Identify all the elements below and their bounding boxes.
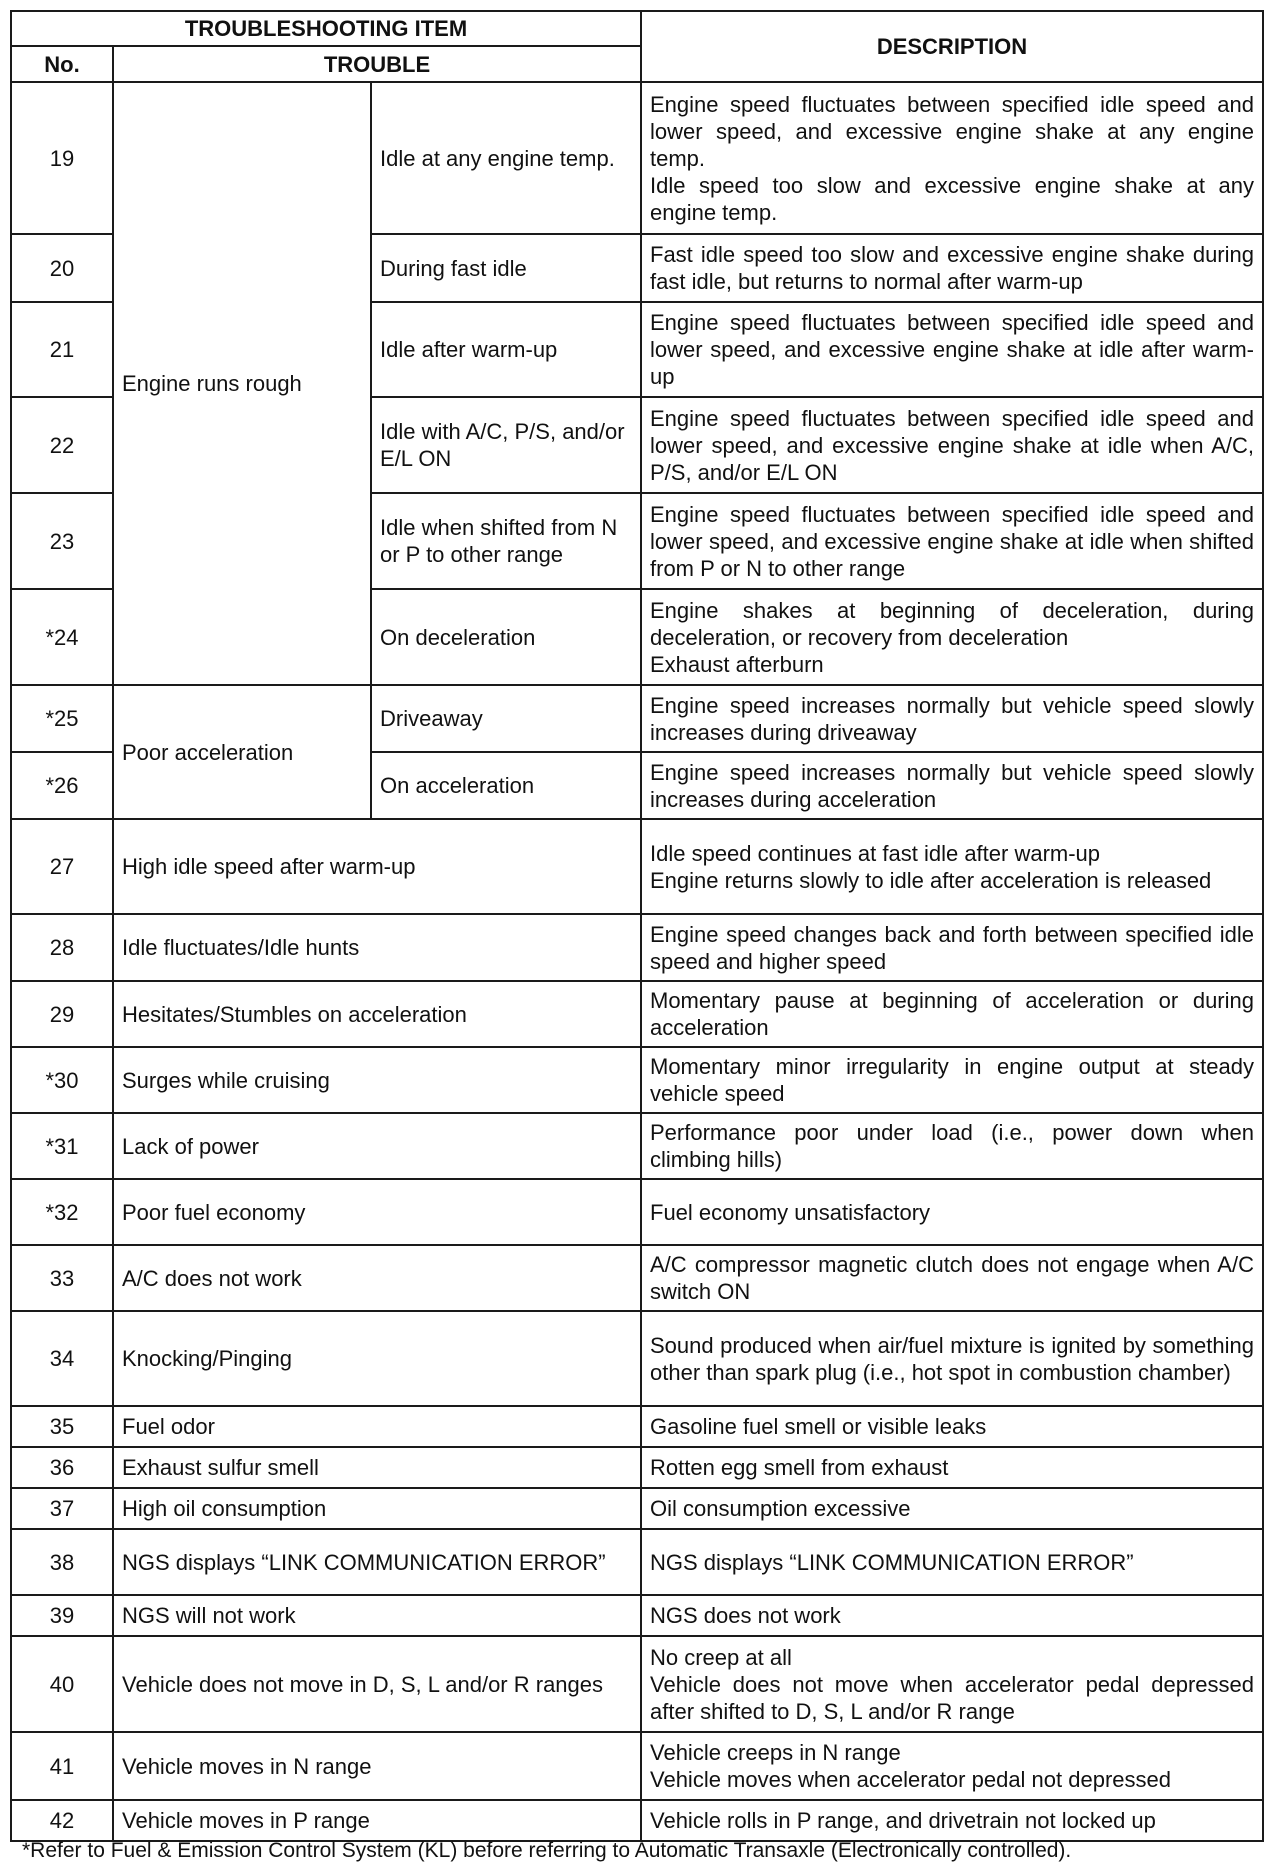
row-number: 22 [11,397,113,493]
description-cell: Oil consumption excessive [641,1488,1263,1529]
table-row [11,1245,1263,1311]
description-cell: Engine speed changes back and forth between specified idle speed and higher speed [641,914,1263,981]
table-row [11,1406,1263,1447]
table-row [11,1311,1263,1406]
table-row [11,1447,1263,1488]
trouble-cell: Idle with A/C, P/S, and/or E/L ON [371,397,641,493]
header-troubleshooting-item: TROUBLESHOOTING ITEM [11,11,641,46]
trouble-cell: Driveaway [371,685,641,752]
description-cell: No creep at all Vehicle does not move when accelerator pedal depressed after shifted to D, S, L and/or R range [641,1636,1263,1732]
row-number: 40 [11,1636,113,1732]
description-cell: Vehicle rolls in P range, and drivetrain not locked up [641,1800,1263,1841]
description-cell: Engine shakes at beginning of deceleration, during deceleration, or recovery from deceleration Exhaust afterburn [641,589,1263,685]
row-number: 41 [11,1732,113,1800]
description-cell: Engine speed fluctuates between specified idle speed and lower speed, and excessive engine shake at idle after warm-up [641,302,1263,397]
description-cell: Momentary minor irregularity in engine output at steady vehicle speed [641,1047,1263,1113]
row-number: 36 [11,1447,113,1488]
table-row [11,914,1263,981]
row-number: 37 [11,1488,113,1529]
row-number: 21 [11,302,113,397]
table-row [11,1732,1263,1800]
trouble-cell: Hesitates/Stumbles on acceleration [113,981,641,1047]
table-row [11,819,1263,914]
description-cell: NGS does not work [641,1595,1263,1636]
description-cell: Fast idle speed too slow and excessive engine shake during fast idle, but returns to normal after warm-up [641,234,1263,302]
trouble-cell: Fuel odor [113,1406,641,1447]
trouble-cell: Vehicle moves in P range [113,1800,641,1841]
trouble-cell: NGS will not work [113,1595,641,1636]
table-row [11,981,1263,1047]
trouble-cell: Surges while cruising [113,1047,641,1113]
description-cell: Gasoline fuel smell or visible leaks [641,1406,1263,1447]
footnote: *Refer to Fuel & Emission Control System (KL) before referring to Automatic Transaxle (Electronically controlled). [22,1839,1072,1862]
trouble-cell: During fast idle [371,234,641,302]
row-number: 27 [11,819,113,914]
trouble-cell: Knocking/Pinging [113,1311,641,1406]
row-number: *24 [11,589,113,685]
troubleshooting-table [10,10,1264,1842]
row-number: 33 [11,1245,113,1311]
trouble-cell: On deceleration [371,589,641,685]
description-cell: Fuel economy unsatisfactory [641,1179,1263,1245]
group-poor-acceleration: Poor acceleration [113,685,371,819]
row-number: 39 [11,1595,113,1636]
table-row [11,1529,1263,1595]
description-cell: Engine speed fluctuates between specified idle speed and lower speed, and excessive engine shake at idle when A/C, P/S, and/or E/L ON [641,397,1263,493]
row-number: *25 [11,685,113,752]
header-no: No. [11,46,113,82]
description-cell: Sound produced when air/fuel mixture is ignited by something other than spark plug (i.e., hot spot in combustion chamber) [641,1311,1263,1406]
trouble-cell: NGS displays “LINK COMMUNICATION ERROR” [113,1529,641,1595]
row-number: 35 [11,1406,113,1447]
table-row [11,685,1263,752]
trouble-cell: Idle after warm-up [371,302,641,397]
description-cell: A/C compressor magnetic clutch does not engage when A/C switch ON [641,1245,1263,1311]
row-number: 38 [11,1529,113,1595]
table-row [11,1179,1263,1245]
header-trouble: TROUBLE [113,46,641,82]
table-row [11,82,1263,234]
trouble-cell: Vehicle moves in N range [113,1732,641,1800]
trouble-cell: High idle speed after warm-up [113,819,641,914]
row-number: *32 [11,1179,113,1245]
description-cell: Engine speed fluctuates between specified idle speed and lower speed, and excessive engine shake at any engine temp. Idle speed too slow and excessive engine shake at any engine temp. [641,82,1263,234]
trouble-cell: On acceleration [371,752,641,819]
header-description: DESCRIPTION [641,11,1263,82]
trouble-cell: Idle at any engine temp. [371,82,641,234]
description-cell: Engine speed increases normally but vehicle speed slowly increases during acceleration [641,752,1263,819]
table-row [11,1595,1263,1636]
description-cell: Engine speed increases normally but vehicle speed slowly increases during driveaway [641,685,1263,752]
description-cell: NGS displays “LINK COMMUNICATION ERROR” [641,1529,1263,1595]
table-row [11,1113,1263,1179]
trouble-cell: Vehicle does not move in D, S, L and/or R ranges [113,1636,641,1732]
row-number: 28 [11,914,113,981]
description-cell: Engine speed fluctuates between specified idle speed and lower speed, and excessive engine shake at idle when shifted from P or N to other range [641,493,1263,589]
row-number: 23 [11,493,113,589]
table-row [11,1636,1263,1732]
trouble-cell: Poor fuel economy [113,1179,641,1245]
description-cell: Vehicle creeps in N range Vehicle moves when accelerator pedal not depressed [641,1732,1263,1800]
trouble-cell: Exhaust sulfur smell [113,1447,641,1488]
description-cell: Idle speed continues at fast idle after warm-up Engine returns slowly to idle after acceleration is released [641,819,1263,914]
table-row [11,1047,1263,1113]
row-number: *30 [11,1047,113,1113]
trouble-cell: Lack of power [113,1113,641,1179]
trouble-cell: High oil consumption [113,1488,641,1529]
row-number: 19 [11,82,113,234]
table-row [11,1800,1263,1841]
table-row [11,1488,1263,1529]
description-cell: Performance poor under load (i.e., power down when climbing hills) [641,1113,1263,1179]
row-number: *31 [11,1113,113,1179]
trouble-cell: Idle when shifted from N or P to other range [371,493,641,589]
description-cell: Rotten egg smell from exhaust [641,1447,1263,1488]
row-number: 34 [11,1311,113,1406]
row-number: 20 [11,234,113,302]
row-number: *26 [11,752,113,819]
description-cell: Momentary pause at beginning of acceleration or during acceleration [641,981,1263,1047]
group-engine-runs-rough: Engine runs rough [113,82,371,685]
row-number: 42 [11,1800,113,1841]
trouble-cell: A/C does not work [113,1245,641,1311]
row-number: 29 [11,981,113,1047]
trouble-cell: Idle fluctuates/Idle hunts [113,914,641,981]
